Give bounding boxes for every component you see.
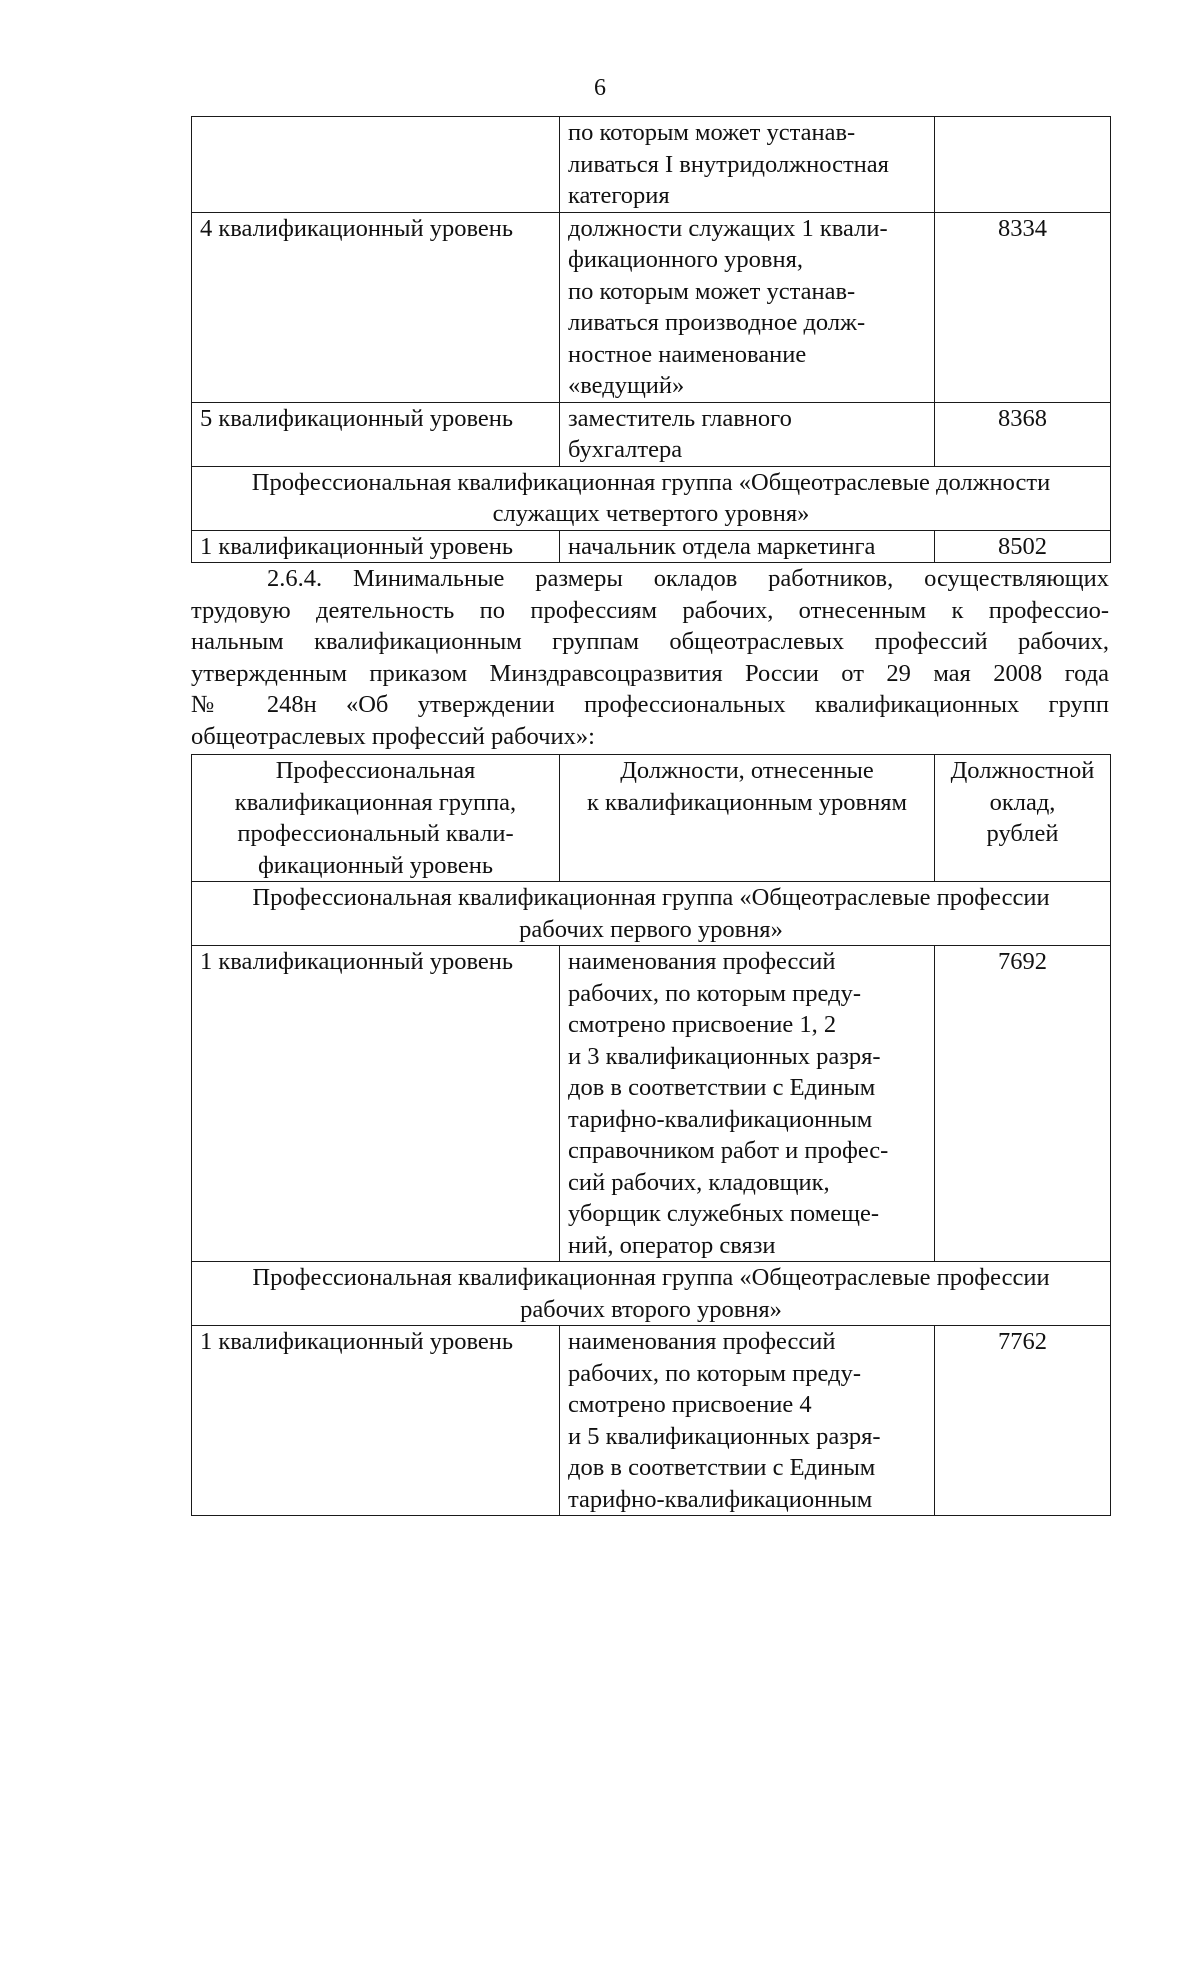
qualification-level-cell: 1 квалификационный уровень: [192, 946, 560, 1262]
table-row: [192, 212, 1111, 402]
text-line: должности служащих 1 квали-: [568, 214, 888, 242]
positions-cell: [560, 946, 935, 1262]
positions-cell: [560, 402, 935, 466]
salary-cell: [935, 117, 1111, 213]
text-line: ностное наименование: [568, 340, 807, 368]
table-row: [192, 1326, 1111, 1516]
text-line: сий рабочих, кладовщик,: [568, 1168, 830, 1196]
header-group-level: [192, 755, 560, 882]
group-header-cell: [192, 882, 1111, 946]
text-line: Профессиональная квалификационная группа «Общеотраслевые должности: [251, 468, 1051, 496]
text-line: и 3 квалификационных разря-: [568, 1042, 881, 1070]
salary-cell: 8368: [935, 402, 1111, 466]
text-line: к квалификационным уровням: [587, 788, 907, 816]
text-line: бухгалтера: [568, 436, 683, 463]
positions-cell: начальник отдела маркетинга: [560, 530, 935, 563]
group-header-row: [192, 1262, 1111, 1326]
qualification-level-cell: 5 квалификационный уровень: [192, 402, 560, 466]
text-line: рабочих, по которым преду-: [568, 979, 861, 1007]
salary-cell: 8502: [935, 530, 1111, 563]
table-row: [192, 117, 1111, 213]
text-line: дов в соответствии с Единым: [568, 1074, 876, 1101]
salary-cell: 7762: [935, 1326, 1111, 1516]
text-line: рабочих, по которым преду-: [568, 1359, 861, 1387]
qualification-level-cell: [192, 117, 560, 213]
text-line: рабочих первого уровня»: [519, 915, 783, 943]
group-header-row: [192, 466, 1111, 530]
text-line: Профессиональная квалификационная группа «Общеотраслевые профессии: [252, 1264, 1050, 1291]
text-line: профессиональный квали-: [237, 820, 514, 847]
text-line: нальным квалификационным группам общеотраслевых профессий рабочих,: [191, 628, 1109, 655]
positions-cell: [560, 212, 935, 402]
text-line: ливаться I внутридолжностная: [568, 150, 889, 178]
positions-cell: [560, 1326, 935, 1516]
group-header-row: [192, 882, 1111, 946]
text-line: справочником работ и профес-: [568, 1137, 889, 1164]
group-header-cell: [192, 466, 1111, 530]
positions-cell: [560, 117, 935, 213]
text-line: Должностной: [950, 757, 1095, 784]
text-line: заместитель главного: [568, 404, 792, 432]
text-line: уборщик служебных помеще-: [568, 1200, 879, 1227]
qualification-level-cell: 4 квалификационный уровень: [192, 212, 560, 402]
text-line: тарифно-квалификационным: [568, 1105, 873, 1133]
group-header-cell: [192, 1262, 1111, 1326]
table-row: [192, 402, 1111, 466]
text-line: общеотраслевых профессий рабочих»:: [191, 722, 595, 750]
text-line: утвержденным приказом Минздравсоцразвития России от 29 мая 2008 года: [191, 659, 1109, 687]
text-line: рабочих второго уровня»: [520, 1295, 782, 1323]
text-line: категория: [568, 182, 670, 209]
workers-professions-table: [191, 754, 1111, 1516]
text-line: наименования профессий: [568, 1328, 836, 1355]
header-salary: [935, 755, 1111, 882]
qualification-level-cell: 1 квалификационный уровень: [192, 1326, 560, 1516]
text-line: Должности, отнесенные: [620, 757, 874, 784]
text-line: и 5 квалификационных разря-: [568, 1422, 881, 1450]
text-line: наименования профессий: [568, 948, 836, 975]
page-number: 6: [594, 75, 606, 101]
table-row: [192, 530, 1111, 563]
text-line: фикационный уровень: [257, 851, 494, 879]
text-line: смотрено присвоение 4: [568, 1391, 812, 1418]
qualification-level-cell: 1 квалификационный уровень: [192, 530, 560, 563]
text-line: ливаться производное долж-: [568, 309, 866, 336]
text-line: № 248н «Об утверждении профессиональных квалификационных групп: [191, 691, 1109, 718]
positions-table-continued: [191, 116, 1111, 563]
header-positions: [560, 755, 935, 882]
text-line: ний, оператор связи: [568, 1231, 776, 1259]
salary-cell: 7692: [935, 946, 1111, 1262]
text-line: по которым может устанав-: [568, 277, 856, 305]
text-line: тарифно-квалификационным: [568, 1485, 873, 1513]
text-line: Профессиональная: [275, 757, 476, 784]
text-line: квалификационная группа,: [234, 788, 517, 816]
header-row: [192, 755, 1111, 882]
text-line: оклад,: [989, 788, 1056, 816]
text-line: фикационного уровня,: [568, 246, 803, 273]
text-line: служащих четвертого уровня»: [492, 500, 810, 527]
table-row: [192, 946, 1111, 1262]
text-line: 2.6.4. Минимальные размеры окладов работников, осуществляющих: [267, 565, 1109, 592]
text-line: «ведущий»: [568, 372, 685, 399]
text-line: трудовую деятельность по профессиям рабочих, отнесенным к профессио-: [191, 596, 1109, 624]
text-line: смотрено присвоение 1, 2: [568, 1011, 837, 1038]
salary-cell: 8334: [935, 212, 1111, 402]
text-line: дов в соответствии с Единым: [568, 1454, 876, 1481]
text-line: рублей: [986, 820, 1059, 847]
section-paragraph: [191, 563, 1109, 752]
text-line: по которым может устанав-: [568, 119, 856, 146]
text-line: Профессиональная квалификационная группа «Общеотраслевые профессии: [252, 884, 1050, 911]
